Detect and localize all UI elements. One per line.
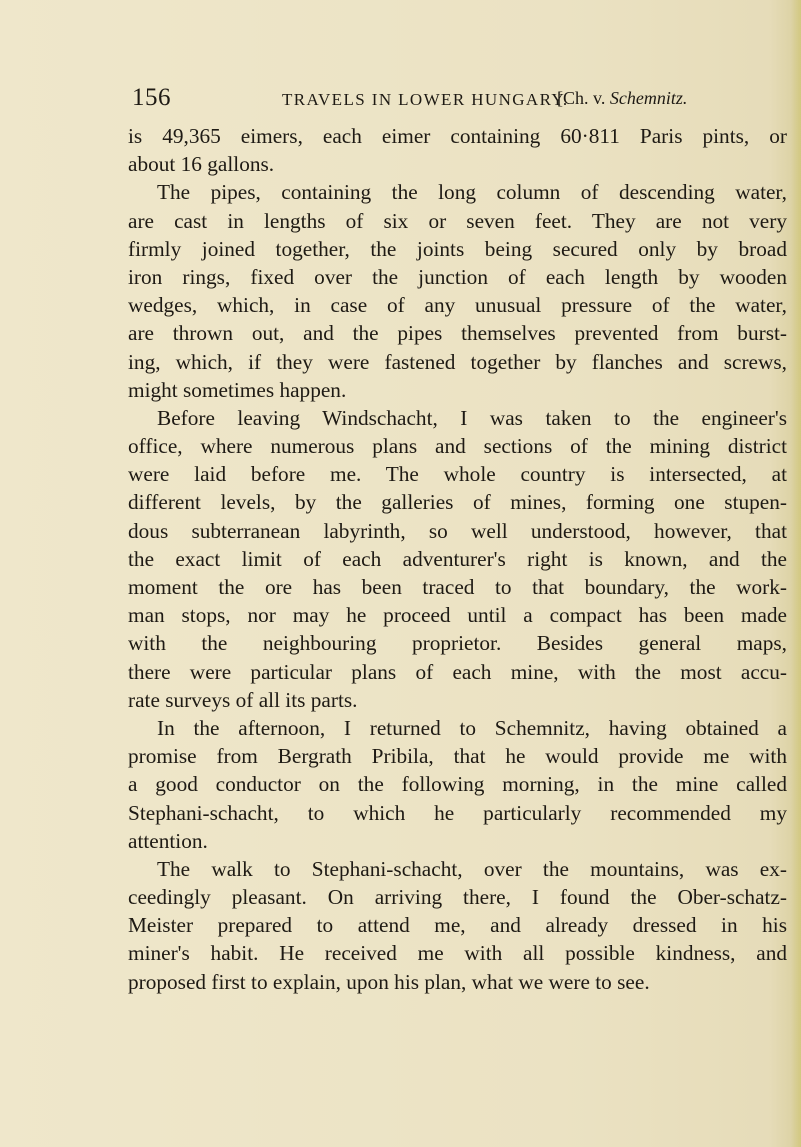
- text-line: about 16 gallons.: [128, 152, 275, 177]
- text-line: rate surveys of all its parts.: [128, 687, 358, 712]
- text-line: Before leaving Windschacht, I was taken to the engineer's: [157, 405, 787, 430]
- text-line: miner's habit. He received me with all possible kindness, and: [128, 941, 787, 966]
- text-line: Meister prepared to attend me, and already dressed in his: [128, 913, 787, 938]
- text-line: are thrown out, and the pipes themselves prevented from burst-: [128, 321, 787, 346]
- running-header: [132, 84, 792, 114]
- chapter-title: Schemnitz.: [609, 88, 688, 108]
- chapter-reference: [557, 88, 687, 109]
- running-title: TRAVELS IN LOWER HUNGARY.: [282, 90, 569, 109]
- text-line: different levels, by the galleries of mines, forming one stupen-: [128, 490, 787, 515]
- text-line: iron rings, fixed over the junction of each length by wooden: [128, 264, 787, 289]
- body-text: [128, 122, 787, 996]
- text-line: moment the ore has been traced to that boundary, the work-: [128, 575, 787, 599]
- text-line: attention.: [128, 828, 208, 853]
- text-line: ceedingly pleasant. On arriving there, I found the Ober-schatz-: [128, 885, 787, 910]
- text-line: might sometimes happen.: [128, 377, 347, 402]
- text-line: a good conductor on the following morning, in the mine called: [128, 772, 787, 797]
- text-line: In the afternoon, I returned to Schemnitz, having obtained a: [157, 715, 787, 740]
- text-line: office, where numerous plans and sections of the mining district: [128, 434, 787, 459]
- text-line: man stops, nor may he proceed until a compact has been made: [128, 603, 787, 628]
- text-line: firmly joined together, the joints being secured only by broad: [128, 236, 787, 261]
- text-line: with the neighbouring proprietor. Besides general maps,: [128, 631, 787, 656]
- text-line: wedges, which, in case of any unusual pressure of the water,: [128, 293, 787, 318]
- text-line: ing, which, if they were fastened together by flanches and screws,: [128, 349, 787, 374]
- text-line: promise from Bergrath Pribila, that he would provide me with: [128, 744, 787, 769]
- page-number: 156: [132, 84, 171, 111]
- text-line: Stephani-schacht, to which he particularly recommended my: [128, 800, 787, 825]
- text-line: there were particular plans of each mine, with the most accu-: [128, 659, 787, 684]
- text-line: were laid before me. The whole country is intersected, at: [128, 462, 787, 487]
- chapter-prefix: [Ch. v.: [557, 88, 606, 108]
- text-line: is 49,365 eimers, each eimer containing 60·811 Paris pints, or: [128, 124, 787, 148]
- text-line: dous subterranean labyrinth, so well understood, however, that: [128, 518, 787, 543]
- text-line: are cast in lengths of six or seven feet. They are not very: [128, 208, 787, 233]
- text-line: the exact limit of each adventurer's right is known, and the: [128, 546, 787, 571]
- page-edge-shadow: [791, 0, 801, 1147]
- text-line: proposed first to explain, upon his plan, what we were to see.: [128, 969, 650, 994]
- text-line: The pipes, containing the long column of descending water,: [157, 180, 787, 205]
- text-line: The walk to Stephani-schacht, over the mountains, was ex-: [157, 856, 787, 881]
